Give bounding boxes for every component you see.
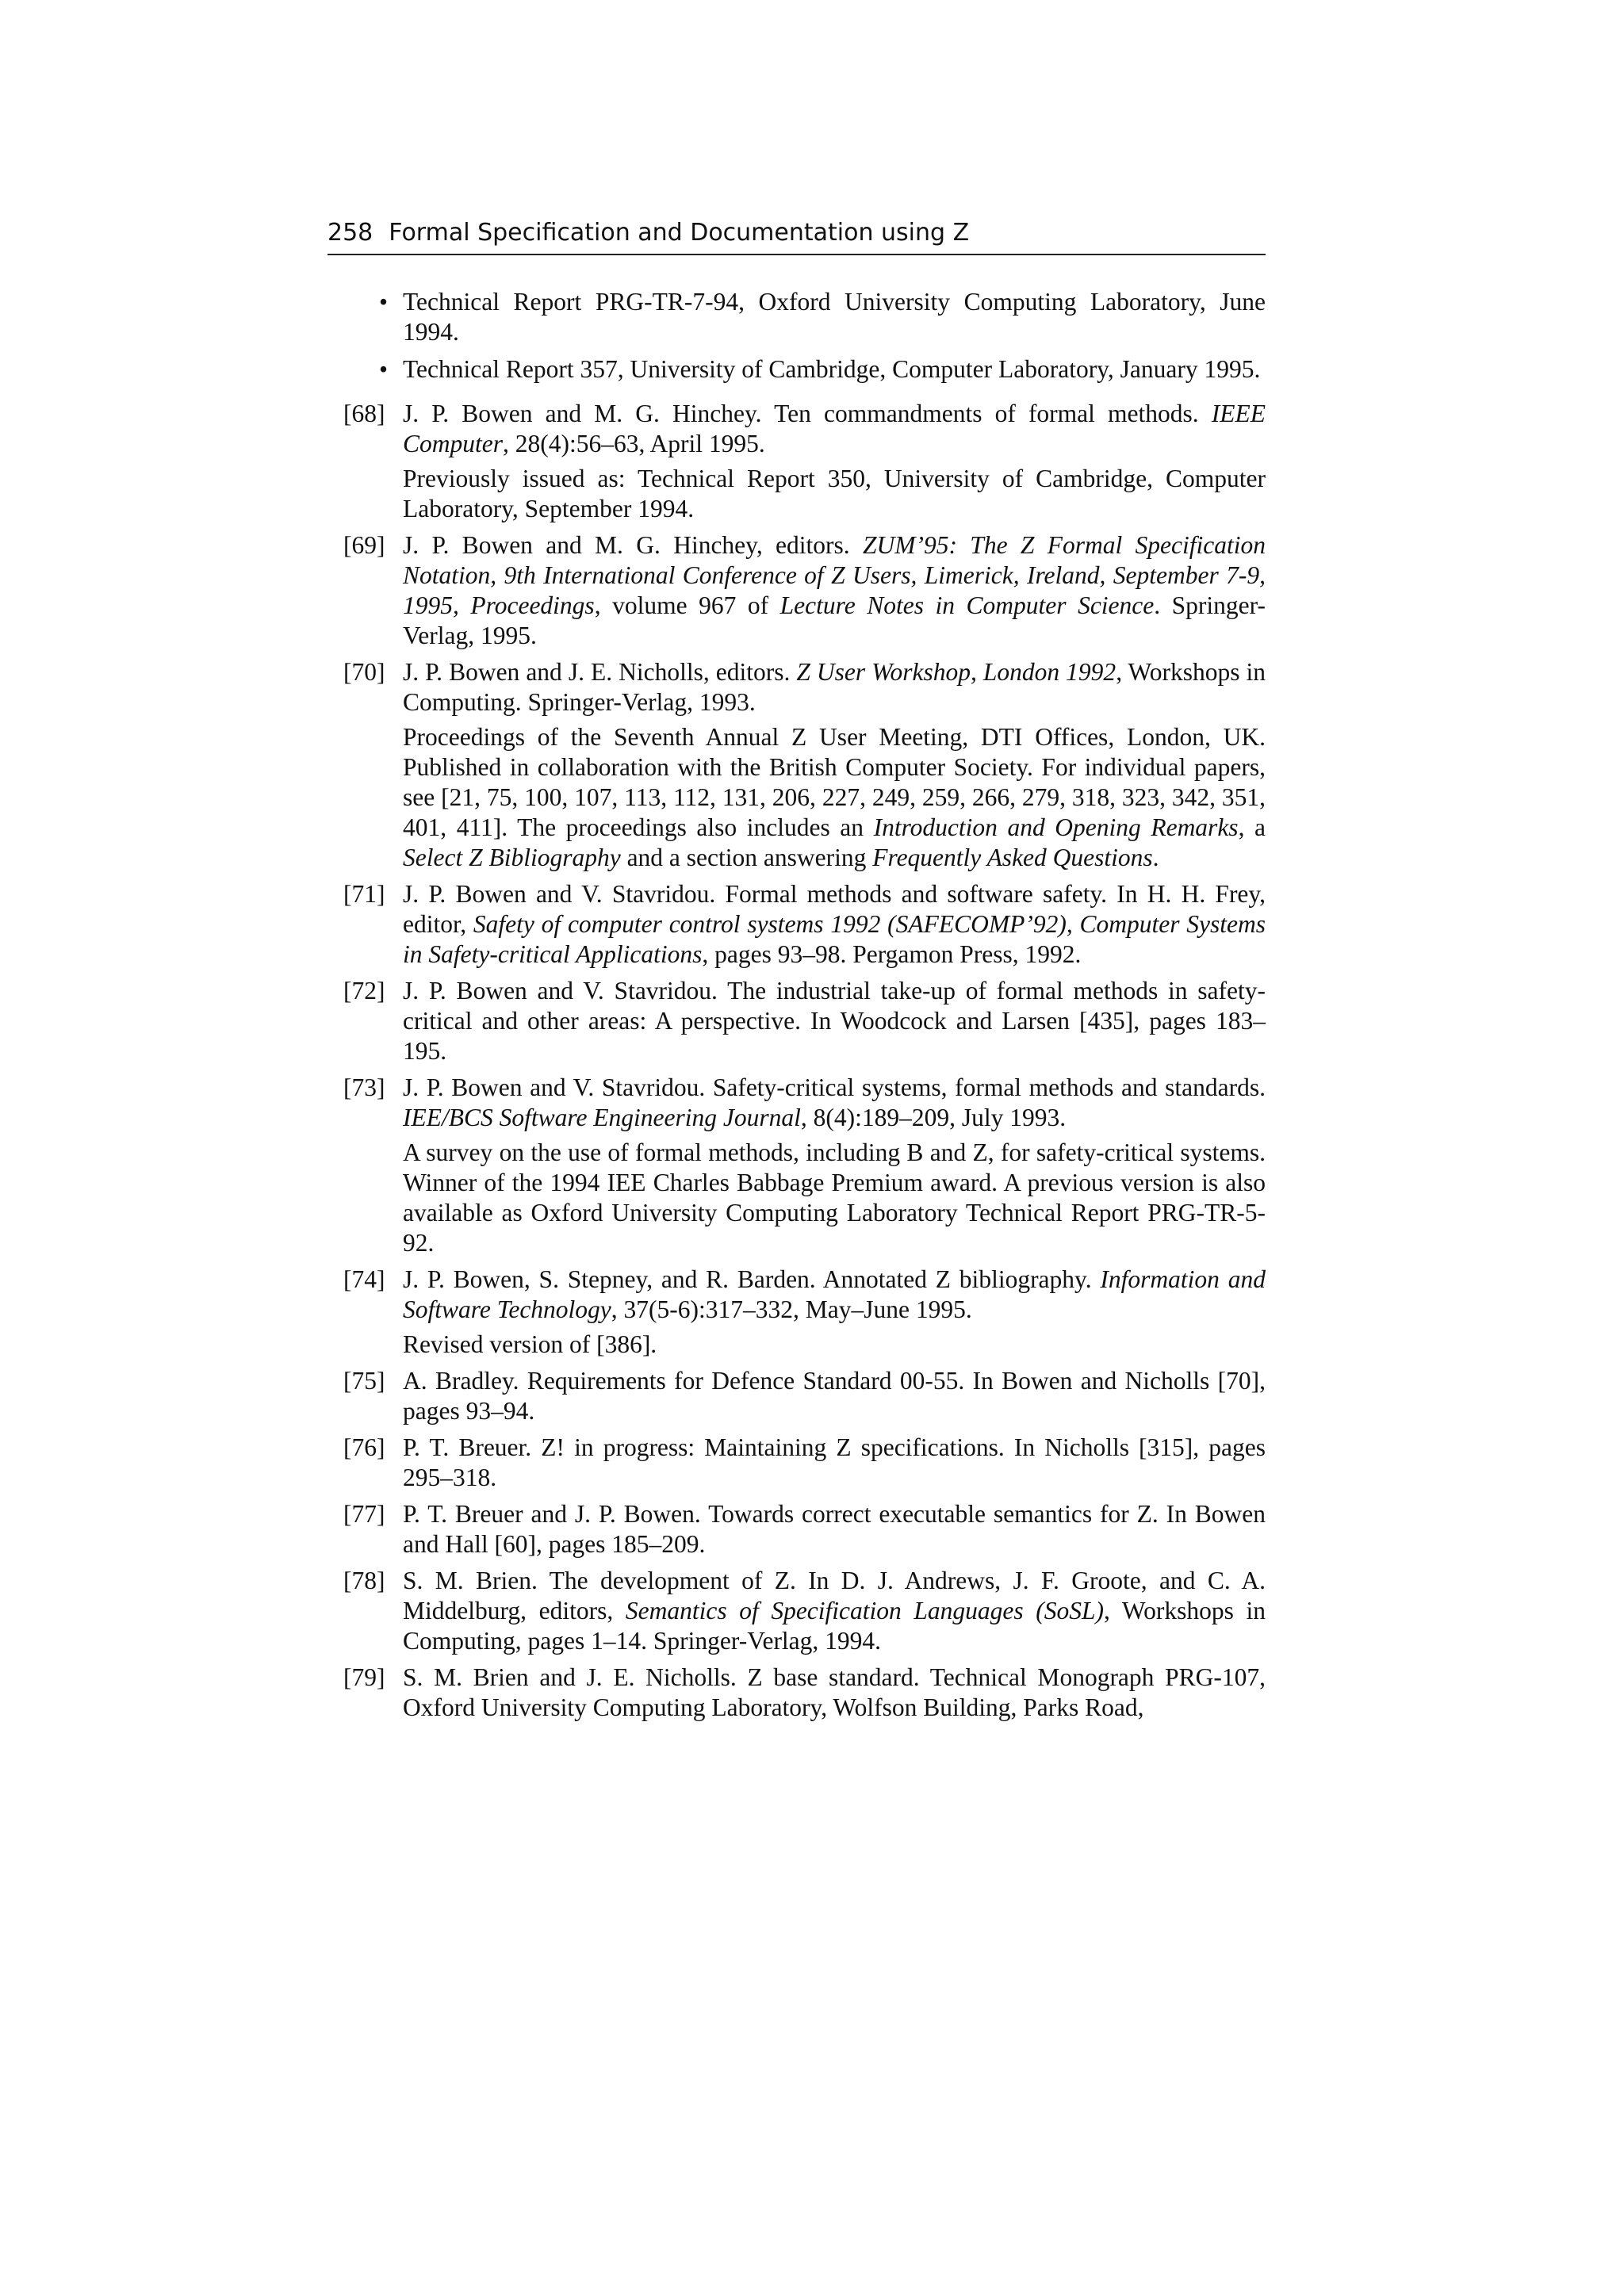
ref-text: J. P. Bowen and V. Stavridou. Safety-critical systems, formal methods and standards. (403, 1073, 1266, 1101)
running-title: Formal Specification and Documentation using Z (389, 219, 970, 247)
reference-number: [74] (343, 1265, 385, 1293)
bullet-icon: • (379, 355, 389, 383)
italic-title: Frequently Asked Questions (872, 844, 1153, 871)
reference-number: [72] (343, 977, 385, 1004)
reference-note (403, 722, 1266, 873)
ref-text: , volume 967 of (594, 591, 780, 619)
ref-text: , pages 93–98. Pergamon Press, 1992. (702, 940, 1082, 968)
ref-text: and a section answering (620, 844, 873, 871)
ref-text: , 37(5-6):317–332, May–June 1995. (611, 1295, 972, 1323)
reference-number: [71] (343, 880, 385, 908)
reference-number: [70] (343, 658, 385, 686)
bullet-text: Technical Report 357, University of Cambridge, Computer Laboratory, January 1995. (403, 355, 1261, 383)
reference-citation (403, 1073, 1266, 1133)
reference-citation (403, 879, 1266, 970)
reference-entry (327, 657, 1266, 873)
reference-citation (403, 1366, 1266, 1426)
bullet-text: Technical Report PRG-TR-7-94, Oxford University Computing Laboratory, June 1994. (403, 288, 1266, 346)
reference-entry (327, 1433, 1266, 1493)
italic-title: IEE/BCS Software Engineering Journal (403, 1104, 801, 1131)
page-number: 258 (327, 219, 373, 247)
ref-text: , 28(4):56–63, April 1995. (503, 430, 765, 457)
reference-citation (403, 976, 1266, 1066)
reference-citation (403, 530, 1266, 651)
reference-entry (327, 879, 1266, 970)
reference-number: [78] (343, 1567, 385, 1594)
reference-note: Previously issued as: Technical Report 350, University of Cambridge, Computer Laboratory, September 1994. (403, 465, 1266, 522)
italic-title: Lecture Notes in Computer Science (779, 591, 1155, 619)
reference-list (327, 399, 1266, 1723)
italic-title: Z User Workshop, London 1992 (796, 658, 1116, 686)
reference-number: [77] (343, 1500, 385, 1528)
reference-citation (403, 1663, 1266, 1723)
bullet-icon: • (379, 288, 389, 316)
continued-bullet-list (327, 287, 1266, 385)
reference-citation (403, 1499, 1266, 1559)
reference-entry (327, 1073, 1266, 1258)
reference-entry (327, 1566, 1266, 1656)
reference-citation (403, 1433, 1266, 1493)
reference-number: [68] (343, 400, 385, 427)
ref-text: P. T. Breuer. Z! in progress: Maintaining Z specifications. In Nicholls [315], pages 295–318. (403, 1433, 1266, 1491)
bullet-item (379, 354, 1266, 385)
italic-title: Semantics of Specification Languages (SoSL) (625, 1597, 1104, 1624)
reference-number: [75] (343, 1367, 385, 1395)
ref-text: S. M. Brien and J. E. Nicholls. Z base standard. Technical Monograph PRG-107, Oxford University Computing Laboratory, Wolfson Building, Parks Road, (403, 1663, 1266, 1721)
reference-note: A survey on the use of formal methods, including B and Z, for safety-critical systems. Winner of the 1994 IEE Charles Babbage Premium award. A previous version is also available as Oxford University Computing Laboratory Technical Report PRG-TR-5-92. (403, 1138, 1266, 1257)
italic-title: IEEE Computer (403, 400, 1266, 457)
ref-text: J. P. Bowen, S. Stepney, and R. Barden. Annotated Z bibliography. (403, 1265, 1101, 1293)
ref-text: J. P. Bowen and V. Stavridou. Formal methods and software safety. In H. H. Frey, editor, (403, 880, 1266, 938)
ref-text: , Workshops in Computing, pages 1–14. Springer-Verlag, 1994. (403, 1597, 1266, 1655)
reference-number: [79] (343, 1663, 385, 1691)
italic-title: Introduction and Opening Remarks (873, 813, 1239, 841)
ref-text: Proceedings of the Seventh Annual Z User Meeting, DTI Offices, London, UK. Published in collaboration with the British Computer Society. For individual papers, see [21, 75, 100, 107, 113, 112, 131, 206, 227, 249, 259, 266, 279, 318, 323, 342, 351, 401, 411]. The proceedings also includes an (403, 723, 1266, 841)
italic-title: Information and Software Technology (403, 1265, 1266, 1323)
italic-title: Safety of computer control systems 1992 (SAFECOMP’92), Computer Systems in Safety-critical Applications (403, 910, 1266, 968)
page-header (327, 212, 1266, 255)
reference-entry (327, 1366, 1266, 1426)
reference-entry (327, 399, 1266, 524)
bibliography-content (327, 287, 1266, 1729)
italic-title: Select Z Bibliography (403, 844, 621, 871)
ref-text: . Springer-Verlag, 1995. (403, 591, 1266, 649)
ref-text: . (1152, 844, 1159, 871)
reference-entry (327, 1265, 1266, 1360)
ref-text: , a (1238, 813, 1266, 841)
ref-text: J. P. Bowen and J. E. Nicholls, editors. (403, 658, 797, 686)
reference-entry (327, 976, 1266, 1066)
reference-citation (403, 399, 1266, 459)
ref-text: , Workshops in Computing. Springer-Verlag, 1993. (403, 658, 1266, 716)
ref-text: J. P. Bowen and V. Stavridou. The industrial take-up of formal methods in safety-critical and other areas: A perspective. In Woodcock and Larsen [435], pages 183–195. (403, 977, 1266, 1065)
reference-number: [76] (343, 1433, 385, 1461)
reference-entry (327, 1499, 1266, 1559)
reference-citation (403, 1265, 1266, 1325)
ref-text: S. M. Brien. The development of Z. In D. J. Andrews, J. F. Groote, and C. A. Middelburg, editors, (403, 1567, 1266, 1624)
reference-number: [73] (343, 1073, 385, 1101)
reference-entry (327, 530, 1266, 651)
ref-text: J. P. Bowen and M. G. Hinchey. Ten commandments of formal methods. (403, 400, 1212, 427)
ref-text: , 8(4):189–209, July 1993. (800, 1104, 1067, 1131)
italic-title: ZUM’95: The Z Formal Specification Notation, 9th International Conference of Z Users, Limerick, Ireland, September 7-9, 1995, Proceedings (403, 531, 1266, 619)
reference-citation (403, 657, 1266, 718)
ref-text: P. T. Breuer and J. P. Bowen. Towards correct executable semantics for Z. In Bowen and Hall [60], pages 185–209. (403, 1500, 1266, 1558)
ref-text: A. Bradley. Requirements for Defence Standard 00-55. In Bowen and Nicholls [70], pages 93–94. (403, 1367, 1266, 1425)
reference-citation (403, 1566, 1266, 1656)
reference-number: [69] (343, 531, 385, 559)
bullet-item (379, 287, 1266, 347)
reference-entry (327, 1663, 1266, 1723)
reference-note: Revised version of [386]. (403, 1330, 657, 1358)
ref-text: J. P. Bowen and M. G. Hinchey, editors. (403, 531, 863, 559)
